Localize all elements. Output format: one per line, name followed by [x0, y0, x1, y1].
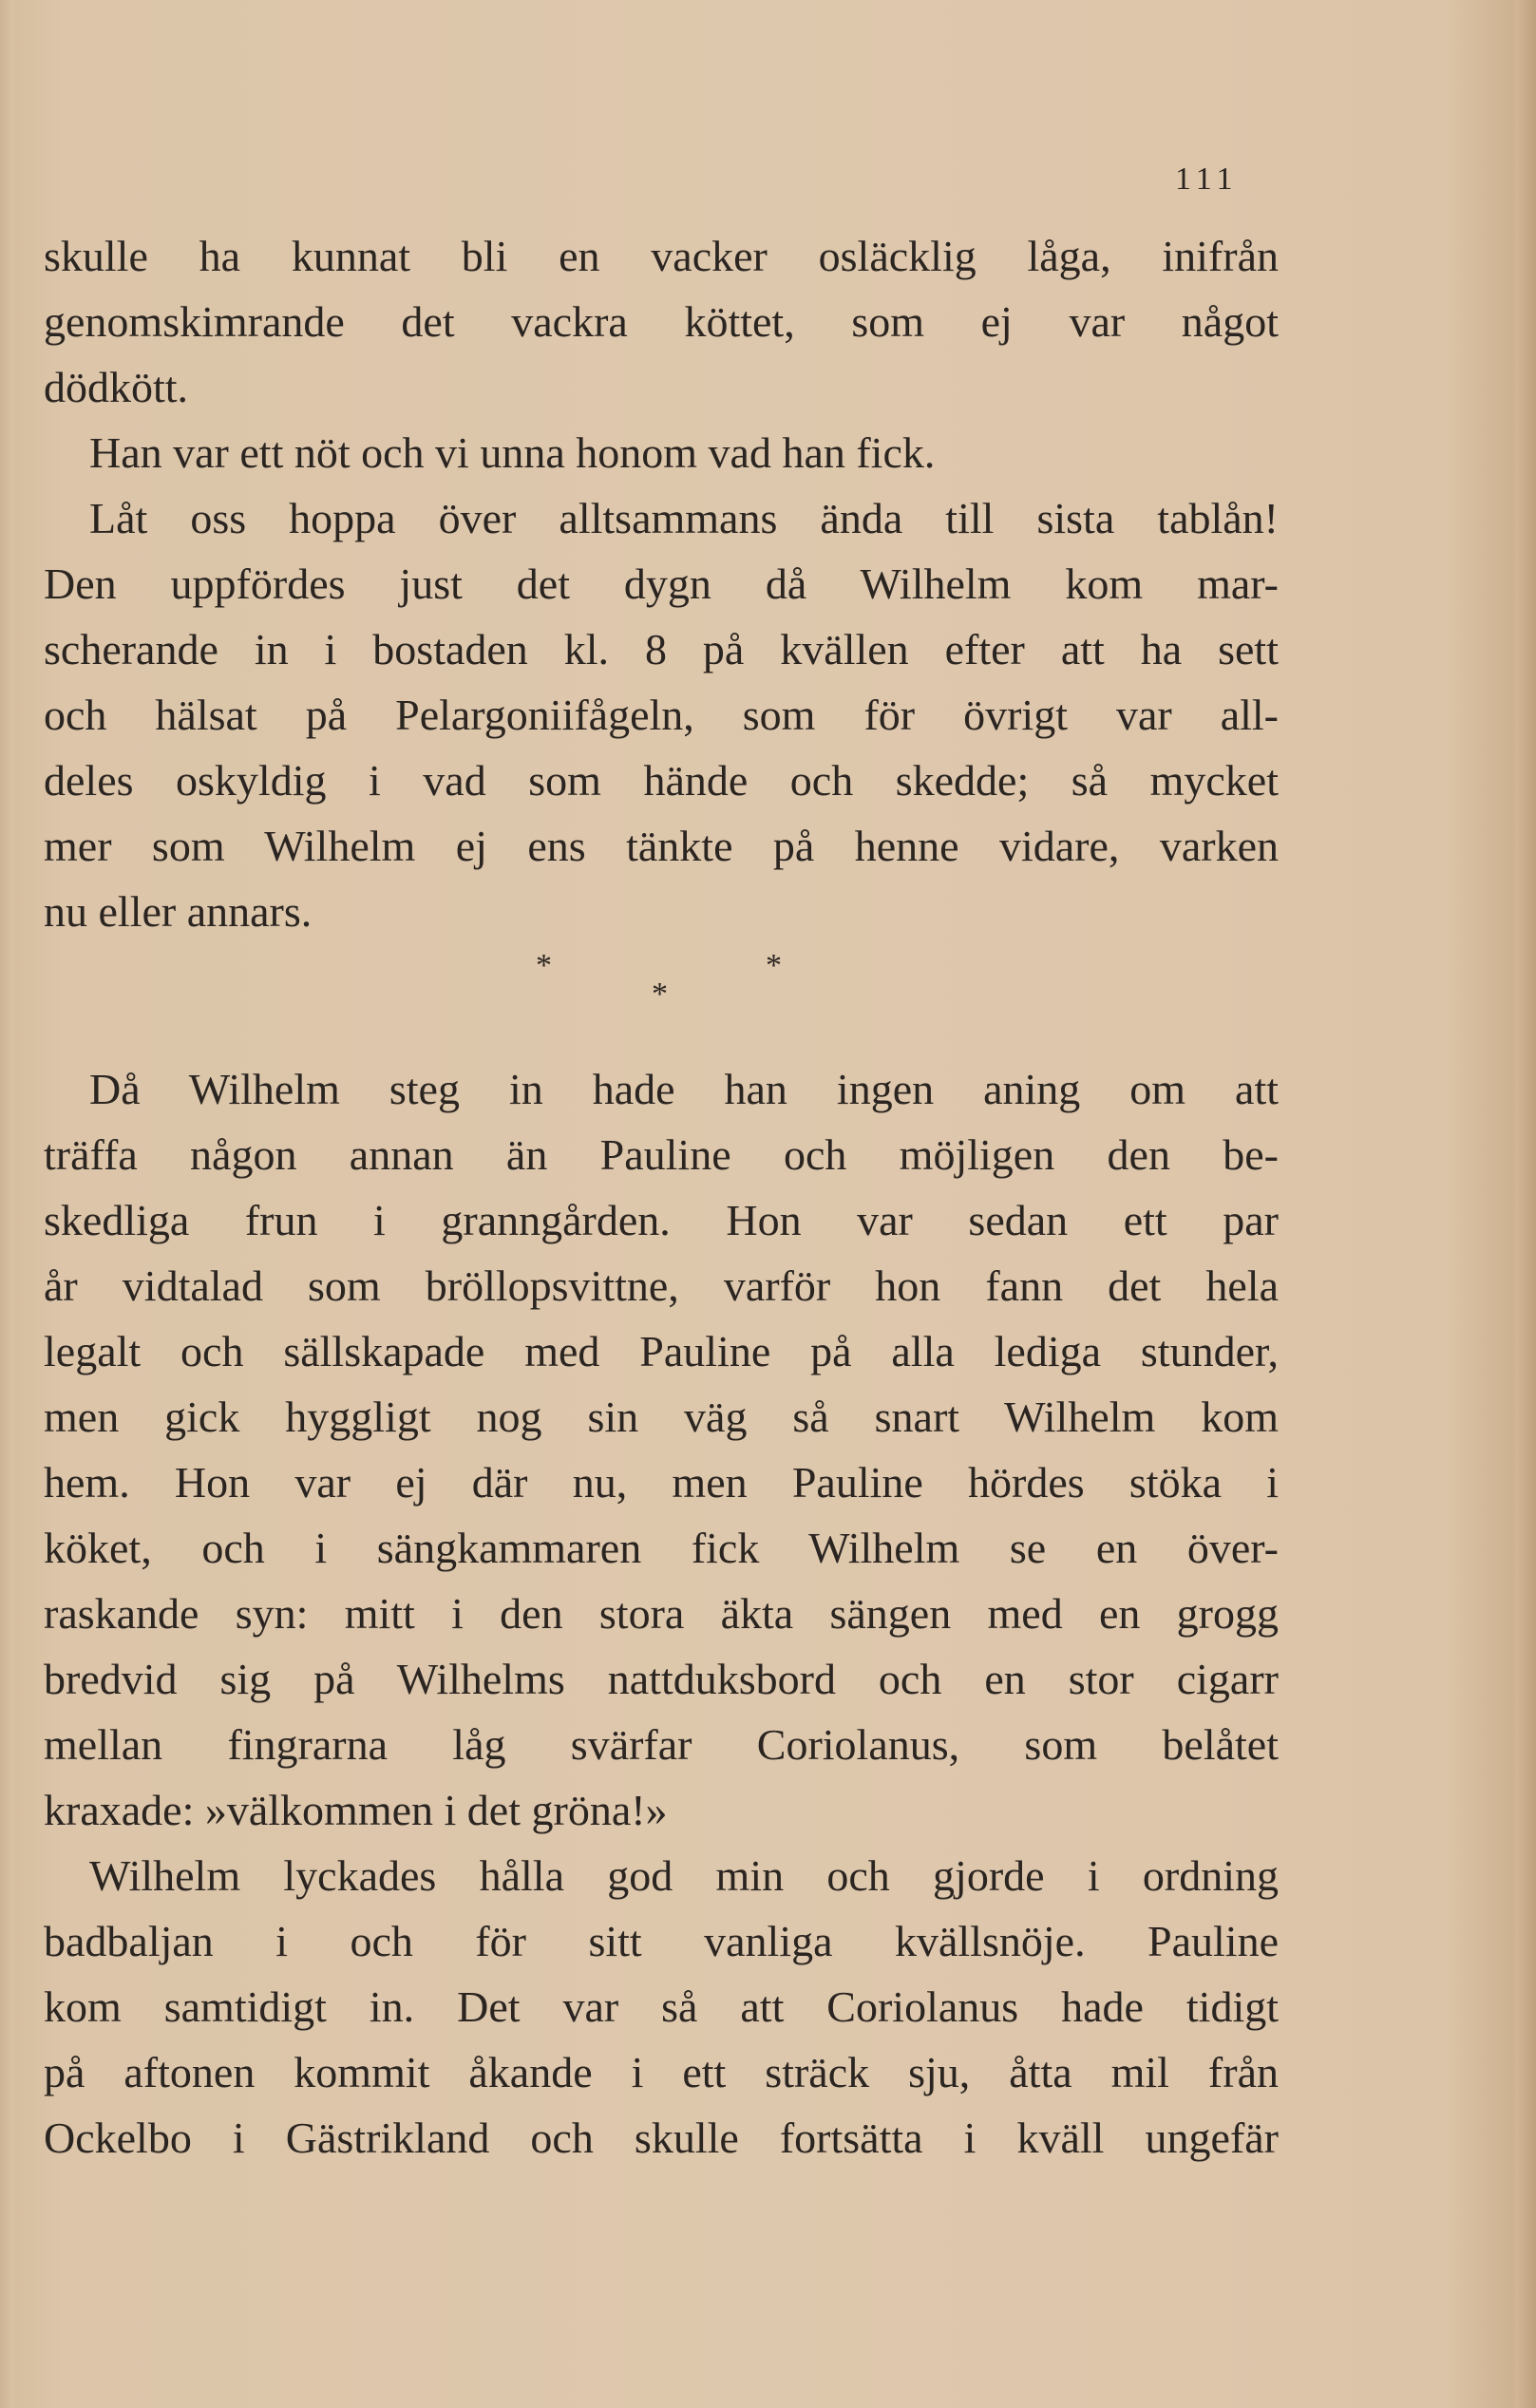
text-line: men gick hyggligt nog sin väg så snart Wilhelm kom: [44, 1393, 1279, 1441]
text-line: träffa någon annan än Pauline och möjligen den be-: [44, 1130, 1279, 1179]
text-line: dödkött.: [44, 363, 189, 411]
page-number: 111: [1175, 161, 1239, 197]
text-line: hem. Hon var ej där nu, men Pauline hördes stöka i: [44, 1458, 1279, 1507]
asterisk-ornament: *: [652, 976, 668, 1012]
asterisk-ornament: *: [536, 948, 552, 983]
text-line: Låt oss hoppa över alltsammans ända till sista tablån!: [89, 494, 1279, 542]
text-line: på aftonen kommit åkande i ett sträck sju, åtta mil från: [44, 2048, 1279, 2096]
text-line: Då Wilhelm steg in hade han ingen aning om att: [89, 1065, 1279, 1113]
text-line: scherande in i bostaden kl. 8 på kvällen efter att ha sett: [44, 625, 1279, 673]
text-line: skulle ha kunnat bli en vacker osläcklig låga, inifrån: [44, 232, 1279, 280]
paragraph: [44, 1056, 1279, 1843]
text-line: skedliga frun i granngården. Hon var sedan ett par: [44, 1196, 1279, 1244]
paragraph: [44, 485, 1279, 944]
text-line: Den uppfördes just det dygn då Wilhelm kom mar-: [44, 559, 1279, 608]
text-line: kom samtidigt in. Det var så att Coriolanus hade tidigt: [44, 1982, 1279, 2031]
text-line: genomskimrande det vackra köttet, som ej var något: [44, 297, 1279, 346]
text-line: köket, och i sängkammaren fick Wilhelm se en över-: [44, 1524, 1279, 1572]
section-separator: [44, 944, 1279, 1056]
text-line: deles oskyldig i vad som hände och skedde; så mycket: [44, 756, 1279, 805]
page-left-edge: [0, 0, 13, 2408]
text-line: raskande syn: mitt i den stora äkta sängen med en grogg: [44, 1589, 1279, 1638]
text-line: och hälsat på Pelargoniifågeln, som för övrigt var all-: [44, 691, 1279, 739]
paragraph: [44, 223, 1279, 420]
body-text: [44, 223, 1279, 2171]
text-line: mer som Wilhelm ej ens tänkte på henne vidare, varken: [44, 822, 1279, 870]
text-line: mellan fingrarna låg svärfar Coriolanus, som belåtet: [44, 1720, 1279, 1769]
text-line: Han var ett nöt och vi unna honom vad han fick.: [89, 428, 936, 477]
paragraph: [44, 420, 1279, 485]
paragraph: [44, 1843, 1279, 2171]
text-line: badbaljan i och för sitt vanliga kvällsnöje. Pauline: [44, 1917, 1279, 1965]
asterisk-ornament: *: [766, 948, 782, 983]
text-line: legalt och sällskapade med Pauline på alla lediga stunder,: [44, 1327, 1279, 1375]
text-line: bredvid sig på Wilhelms nattduksbord och en stor cigarr: [44, 1655, 1279, 1703]
text-line: kraxade: »välkommen i det gröna!»: [44, 1786, 668, 1834]
text-line: Ockelbo i Gästrikland och skulle fortsätta i kväll ungefär: [44, 2114, 1279, 2162]
text-line: nu eller annars.: [44, 887, 313, 936]
text-line: år vidtalad som bröllopsvittne, varför hon fann det hela: [44, 1261, 1279, 1310]
page-right-edge: [1515, 0, 1536, 2408]
text-line: Wilhelm lyckades hålla god min och gjorde i ordning: [89, 1851, 1279, 1900]
